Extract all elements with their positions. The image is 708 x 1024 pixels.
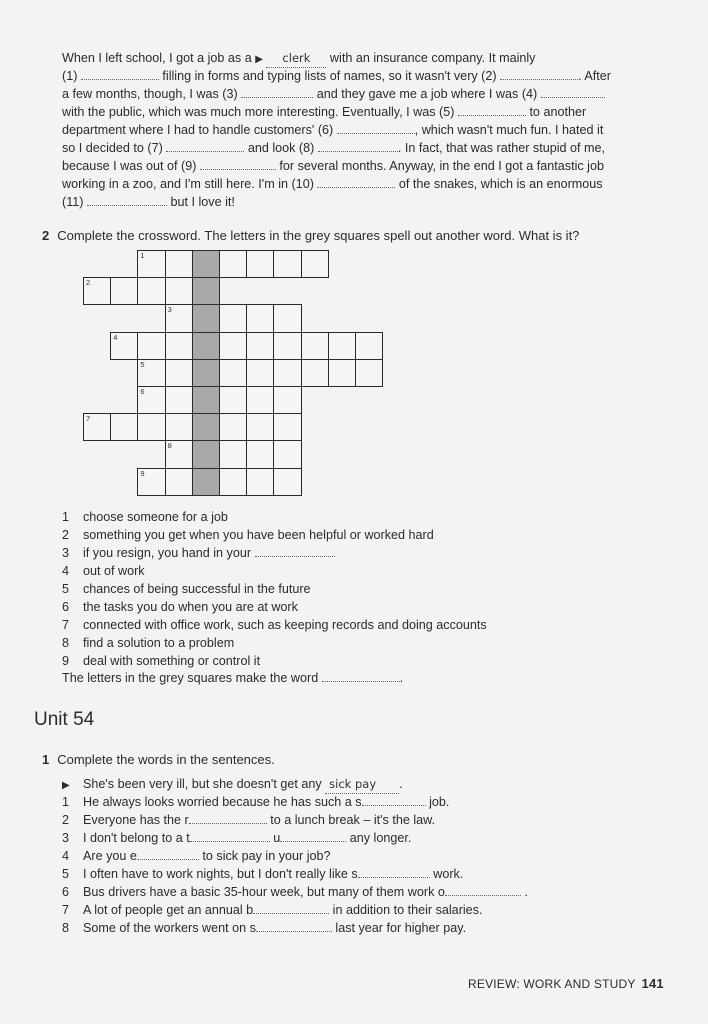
crossword-cell[interactable] (301, 332, 329, 360)
sentence-6 (62, 883, 528, 901)
passage-line-4 (62, 103, 586, 121)
crossword-cell[interactable] (165, 468, 193, 496)
crossword-clue-number: 4 (113, 332, 118, 342)
answer-blank[interactable] (81, 67, 159, 80)
clue-number: 9 (62, 654, 70, 668)
crossword-cell[interactable] (328, 359, 356, 387)
crossword-cell[interactable] (165, 359, 193, 387)
crossword-cell[interactable] (83, 277, 111, 305)
grey-squares-text: . (399, 671, 404, 685)
passage-line-8 (62, 175, 603, 193)
answer-blank[interactable] (317, 175, 395, 188)
clue-text: chances of being successful in the future (83, 582, 311, 596)
sentence-5 (62, 865, 463, 883)
crossword-grey-cell[interactable] (192, 250, 220, 278)
grey-squares-line (62, 669, 403, 687)
crossword-cell[interactable] (355, 359, 383, 387)
sentence-text: to sick pay in your job? (202, 849, 331, 863)
answer-blank[interactable] (322, 669, 400, 682)
crossword-clue-number: 3 (167, 305, 172, 315)
passage-text: for several months. Anyway, in the end I got a fantastic job (279, 159, 604, 173)
sentence-text: Bus drivers have a basic 35-hour week, but many of them work o (83, 885, 445, 899)
grey-squares-text: The letters in the grey squares make the word (62, 671, 319, 685)
passage-line-6 (62, 139, 605, 157)
clue-item (62, 544, 335, 562)
clue-text: something you get when you have been helpful or worked hard (83, 528, 434, 542)
crossword-clue-number: 1 (140, 251, 145, 260)
unit-title: Unit 54 (34, 709, 95, 730)
crossword-cell[interactable] (165, 304, 193, 332)
sentence-number: 5 (62, 867, 70, 881)
answer-blank[interactable] (280, 829, 346, 842)
sentence-text: Some of the workers went on s (83, 921, 256, 935)
exercise-number: 2 (42, 228, 50, 243)
passage-line-9 (62, 193, 235, 211)
crossword-grey-cell[interactable] (192, 359, 220, 387)
footer-section-label: REVIEW: WORK AND STUDY (468, 977, 636, 991)
crossword-clue-number: 9 (140, 468, 145, 478)
sentence-text: to a lunch break – it's the law. (270, 813, 436, 827)
answer-blank[interactable] (190, 829, 270, 842)
clue-number: 3 (62, 546, 70, 560)
passage-text: . After (578, 69, 611, 83)
sentence-number: 8 (62, 921, 70, 935)
crossword-clue-number: 7 (86, 414, 91, 424)
clue-item (62, 616, 487, 634)
example-arrow-icon: ▶ (255, 54, 263, 65)
crossword-cell[interactable] (246, 386, 274, 414)
crossword-cell[interactable] (246, 413, 274, 441)
passage-text: and they gave me a job where I was (4) (316, 87, 538, 101)
sentence-3 (62, 829, 411, 847)
clue-text: out of work (83, 564, 145, 578)
crossword-cell[interactable] (246, 332, 274, 360)
passage-text: and look (8) (247, 141, 315, 155)
sentence-2 (62, 811, 435, 829)
answer-blank[interactable] (253, 901, 329, 914)
passage-line-7 (62, 157, 604, 175)
crossword-clue-number: 2 (86, 278, 91, 288)
sentence-1 (62, 793, 449, 811)
crossword-cell[interactable] (219, 359, 247, 387)
sentence-text: last year for higher pay. (335, 921, 467, 935)
crossword-cell[interactable] (137, 332, 165, 360)
clue-item (62, 652, 260, 670)
sentence-text: work. (433, 867, 464, 881)
crossword-cell[interactable] (137, 250, 165, 278)
sentence-text: Everyone has the r (83, 813, 189, 827)
page-footer (468, 976, 664, 991)
exercise-1-heading (42, 752, 275, 767)
sentence-number: 2 (62, 813, 70, 827)
sentence-text: She's been very ill, but she doesn't get any (83, 777, 322, 791)
passage-text: (11) (62, 195, 84, 209)
sentence-text: . (399, 777, 403, 791)
crossword-cell[interactable] (110, 332, 138, 360)
passage-text: of the snakes, which is an enormous (398, 177, 603, 191)
passage-line-1 (62, 49, 535, 69)
sentence-number: 7 (62, 903, 70, 917)
answer-blank[interactable] (541, 85, 605, 98)
passage-text: because I was out of (9) (62, 159, 197, 173)
crossword-cell[interactable] (219, 468, 247, 496)
crossword-grey-cell[interactable] (192, 332, 220, 360)
crossword-cell[interactable] (219, 386, 247, 414)
crossword-cell[interactable] (355, 332, 383, 360)
example-arrow-icon: ▶ (62, 780, 70, 791)
crossword-grey-cell[interactable] (192, 413, 220, 441)
exercise-number: 1 (42, 752, 50, 767)
sentence-8 (62, 919, 466, 937)
crossword-cell[interactable] (273, 386, 301, 414)
sentence-text: u (273, 831, 281, 845)
crossword-cell[interactable] (110, 277, 138, 305)
passage-text: (1) (62, 69, 78, 83)
crossword-cell[interactable] (273, 250, 301, 278)
crossword-clue-number: 8 (167, 441, 172, 451)
passage-text: working in a zoo, and I'm still here. I'm in (10) (62, 177, 314, 191)
crossword-cell[interactable] (246, 304, 274, 332)
crossword-cell[interactable] (165, 332, 193, 360)
sentence-text: He always looks worried because he has such a s (83, 795, 362, 809)
crossword-cell[interactable] (246, 468, 274, 496)
passage-text: filling in forms and typing lists of names, so it wasn't very (2) (162, 69, 497, 83)
answer-blank[interactable] (200, 157, 276, 170)
crossword-cell[interactable] (328, 332, 356, 360)
crossword-cell[interactable] (83, 413, 111, 441)
example-answer: sick pay (325, 775, 399, 794)
crossword-cell[interactable] (273, 332, 301, 360)
crossword-cell[interactable] (273, 440, 301, 468)
crossword-clue-number: 5 (140, 359, 145, 369)
exercise-2-heading (42, 228, 579, 243)
sentence-number: 3 (62, 831, 70, 845)
clue-text: find a solution to a problem (83, 636, 235, 650)
answer-blank[interactable] (137, 847, 199, 860)
passage-text: a few months, though, I was (3) (62, 87, 238, 101)
sentence-4 (62, 847, 331, 865)
clue-item (62, 508, 228, 526)
sentence-text: I often have to work nights, but I don't really like s (83, 867, 358, 881)
crossword-cell[interactable] (165, 440, 193, 468)
crossword-grey-cell[interactable] (192, 440, 220, 468)
passage-line-2 (62, 67, 611, 85)
crossword-cell[interactable] (246, 440, 274, 468)
crossword-grey-cell[interactable] (192, 304, 220, 332)
crossword-cell[interactable] (246, 250, 274, 278)
clue-text: deal with something or control it (83, 654, 261, 668)
crossword-cell[interactable] (219, 304, 247, 332)
crossword-cell[interactable] (219, 440, 247, 468)
passage-text: with the public, which was much more interesting. Eventually, I was (5) (62, 105, 455, 119)
passage-line-3 (62, 85, 605, 103)
crossword-cell[interactable] (137, 277, 165, 305)
crossword-cell[interactable] (273, 413, 301, 441)
clue-text: the tasks you do when you are at work (83, 600, 298, 614)
passage-text: with an insurance company. It mainly (329, 51, 536, 65)
crossword-grey-cell[interactable] (192, 386, 220, 414)
clue-item (62, 634, 234, 652)
crossword-cell[interactable] (219, 413, 247, 441)
crossword-cell[interactable] (273, 468, 301, 496)
answer-blank[interactable] (358, 865, 430, 878)
crossword-cell[interactable] (165, 386, 193, 414)
clue-number: 1 (62, 510, 70, 524)
passage-text: but I love it! (170, 195, 235, 209)
crossword-cell[interactable] (137, 386, 165, 414)
clue-text: if you resign, you hand in your (83, 546, 252, 560)
passage-text: . In fact, that was rather stupid of me, (397, 141, 606, 155)
crossword-cell[interactable] (137, 468, 165, 496)
exercise-instruction: Complete the crossword. The letters in the grey squares spell out another word. What is it? (57, 228, 580, 243)
clue-number: 6 (62, 600, 70, 614)
answer-blank[interactable] (189, 811, 267, 824)
crossword-clue-number: 6 (140, 387, 145, 396)
crossword-cell[interactable] (273, 304, 301, 332)
sentence-text: job. (429, 795, 450, 809)
clue-text: connected with office work, such as keeping records and doing accounts (83, 618, 487, 632)
answer-blank[interactable] (166, 139, 244, 152)
sentence-number: 1 (62, 795, 70, 809)
sentence-text: I don't belong to a t (83, 831, 190, 845)
sentence-text: A lot of people get an annual b (83, 903, 254, 917)
passage-text: so I decided to (7) (62, 141, 163, 155)
sentence-number: 4 (62, 849, 70, 863)
crossword-cell[interactable] (219, 250, 247, 278)
clue-number: 2 (62, 528, 70, 542)
crossword-cell[interactable] (165, 250, 193, 278)
answer-blank[interactable] (241, 85, 313, 98)
clue-number: 5 (62, 582, 70, 596)
crossword-cell[interactable] (165, 277, 193, 305)
sentence-example (62, 775, 403, 795)
answer-blank[interactable] (256, 919, 332, 932)
crossword-grey-cell[interactable] (192, 277, 220, 305)
sentence-text: any longer. (349, 831, 412, 845)
crossword-cell[interactable] (273, 359, 301, 387)
page-number: 141 (641, 976, 664, 991)
clue-text: choose someone for a job (83, 510, 228, 524)
answer-blank[interactable] (458, 103, 526, 116)
crossword-grey-cell[interactable] (192, 468, 220, 496)
crossword-cell[interactable] (246, 359, 274, 387)
answer-blank[interactable] (87, 193, 167, 206)
sentence-number: 6 (62, 885, 70, 899)
crossword-cell[interactable] (219, 332, 247, 360)
clue-item (62, 526, 434, 544)
answer-blank[interactable] (337, 121, 415, 134)
answer-blank[interactable] (500, 67, 578, 80)
passage-line-5 (62, 121, 603, 139)
answer-blank[interactable] (362, 793, 426, 806)
sentence-text: Are you e (83, 849, 137, 863)
answer-blank[interactable] (445, 883, 521, 896)
answer-blank[interactable] (318, 139, 398, 152)
clue-item (62, 598, 298, 616)
clue-number: 8 (62, 636, 70, 650)
passage-text: , which wasn't much fun. I hated it (414, 123, 604, 137)
clue-item (62, 580, 311, 598)
passage-text: When I left school, I got a job as a (62, 51, 252, 65)
crossword-cell[interactable] (137, 359, 165, 387)
exercise-instruction: Complete the words in the sentences. (57, 752, 275, 767)
passage-text: to another (529, 105, 587, 119)
clue-number: 4 (62, 564, 70, 578)
crossword-cell[interactable] (137, 413, 165, 441)
sentence-text: in addition to their salaries. (332, 903, 483, 917)
example-answer: clerk (266, 49, 326, 68)
clue-item (62, 562, 145, 580)
passage-text: department where I had to handle customers' (6) (62, 123, 334, 137)
sentence-7 (62, 901, 482, 919)
crossword-cell[interactable] (165, 413, 193, 441)
clue-number: 7 (62, 618, 70, 632)
sentence-text: . (524, 885, 528, 899)
answer-blank[interactable] (255, 544, 335, 557)
crossword-cell[interactable] (301, 250, 329, 278)
crossword-cell[interactable] (110, 413, 138, 441)
crossword-cell[interactable] (301, 359, 329, 387)
